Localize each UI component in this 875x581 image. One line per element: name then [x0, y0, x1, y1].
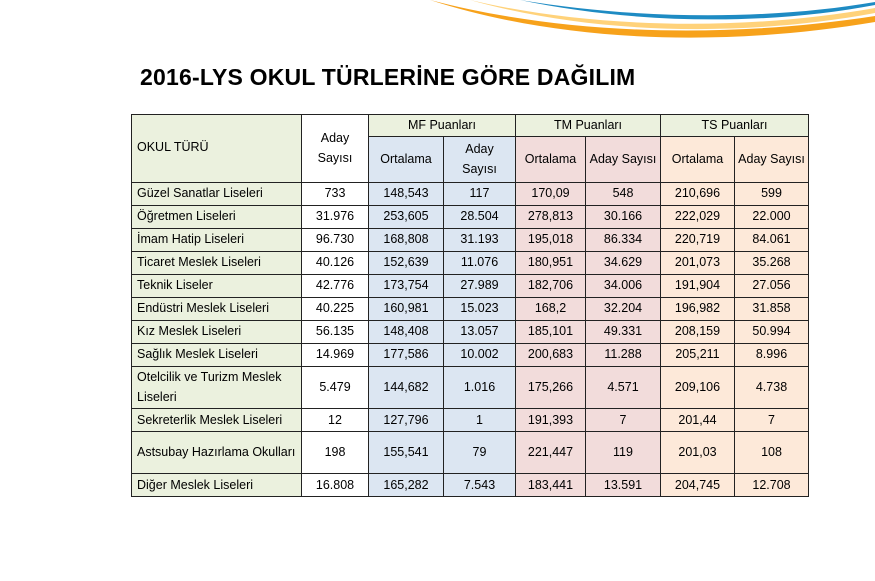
row-tm-aday: 548 [586, 182, 661, 205]
row-mf-ortalama: 144,682 [369, 366, 444, 408]
row-tm-aday: 34.629 [586, 251, 661, 274]
row-ts-aday: 27.056 [735, 274, 809, 297]
row-mf-aday: 15.023 [444, 297, 516, 320]
row-aday-sayisi: 198 [302, 431, 369, 473]
table-row [132, 408, 809, 431]
row-tm-ortalama: 170,09 [516, 182, 586, 205]
header-okul-turu: OKUL TÜRÜ [132, 115, 302, 183]
row-mf-ortalama: 148,543 [369, 182, 444, 205]
header-mf-puanlari: MF Puanları [369, 115, 516, 137]
row-aday-sayisi: 14.969 [302, 343, 369, 366]
row-aday-sayisi: 31.976 [302, 205, 369, 228]
row-mf-ortalama: 173,754 [369, 274, 444, 297]
row-mf-aday: 1.016 [444, 366, 516, 408]
row-tm-aday: 32.204 [586, 297, 661, 320]
row-mf-aday: 13.057 [444, 320, 516, 343]
row-tm-ortalama: 168,2 [516, 297, 586, 320]
row-mf-ortalama: 253,605 [369, 205, 444, 228]
row-tm-ortalama: 200,683 [516, 343, 586, 366]
table-row [132, 297, 809, 320]
row-aday-sayisi: 5.479 [302, 366, 369, 408]
row-ts-aday: 599 [735, 182, 809, 205]
row-tm-aday: 34.006 [586, 274, 661, 297]
row-mf-ortalama: 155,541 [369, 431, 444, 473]
row-tm-ortalama: 185,101 [516, 320, 586, 343]
header-ts-ortalama: Ortalama [661, 136, 735, 182]
row-ts-aday: 12.708 [735, 473, 809, 496]
row-mf-aday: 27.989 [444, 274, 516, 297]
row-ts-aday: 108 [735, 431, 809, 473]
row-aday-sayisi: 733 [302, 182, 369, 205]
table-row [132, 366, 809, 408]
row-tm-ortalama: 278,813 [516, 205, 586, 228]
row-ts-ortalama: 222,029 [661, 205, 735, 228]
header-tm-ortalama: Ortalama [516, 136, 586, 182]
row-mf-aday: 11.076 [444, 251, 516, 274]
row-name: Sağlık Meslek Liseleri [132, 343, 302, 366]
table-row [132, 205, 809, 228]
table-row [132, 274, 809, 297]
row-mf-ortalama: 160,981 [369, 297, 444, 320]
row-aday-sayisi: 42.776 [302, 274, 369, 297]
header-aday-sayisi: Aday Sayısı [302, 115, 369, 183]
row-name: Ticaret Meslek Liseleri [132, 251, 302, 274]
header-ts-aday: Aday Sayısı [735, 136, 809, 182]
row-tm-aday: 4.571 [586, 366, 661, 408]
row-tm-aday: 49.331 [586, 320, 661, 343]
header-ts-puanlari: TS Puanları [661, 115, 809, 137]
row-tm-aday: 119 [586, 431, 661, 473]
header-mf-aday: Aday Sayısı [444, 136, 516, 182]
table-row [132, 431, 809, 473]
row-mf-aday: 10.002 [444, 343, 516, 366]
row-ts-aday: 35.268 [735, 251, 809, 274]
row-aday-sayisi: 16.808 [302, 473, 369, 496]
row-ts-aday: 4.738 [735, 366, 809, 408]
row-tm-aday: 7 [586, 408, 661, 431]
row-aday-sayisi: 96.730 [302, 228, 369, 251]
header-tm-aday: Aday Sayısı [586, 136, 661, 182]
row-mf-ortalama: 148,408 [369, 320, 444, 343]
row-ts-ortalama: 201,44 [661, 408, 735, 431]
header-tm-puanlari: TM Puanları [516, 115, 661, 137]
row-mf-ortalama: 177,586 [369, 343, 444, 366]
row-ts-aday: 8.996 [735, 343, 809, 366]
row-name: Öğretmen Liseleri [132, 205, 302, 228]
row-mf-ortalama: 152,639 [369, 251, 444, 274]
row-aday-sayisi: 40.126 [302, 251, 369, 274]
row-name: Kız Meslek Liseleri [132, 320, 302, 343]
page-title: 2016-LYS OKUL TÜRLERİNE GÖRE DAĞILIM [140, 64, 636, 90]
row-mf-ortalama: 127,796 [369, 408, 444, 431]
row-mf-aday: 28.504 [444, 205, 516, 228]
row-ts-aday: 7 [735, 408, 809, 431]
distribution-table [131, 114, 809, 497]
row-tm-ortalama: 221,447 [516, 431, 586, 473]
row-tm-ortalama: 175,266 [516, 366, 586, 408]
row-mf-aday: 1 [444, 408, 516, 431]
row-tm-aday: 30.166 [586, 205, 661, 228]
row-tm-ortalama: 182,706 [516, 274, 586, 297]
table-row [132, 182, 809, 205]
row-mf-aday: 117 [444, 182, 516, 205]
header-mf-ortalama: Ortalama [369, 136, 444, 182]
row-ts-ortalama: 209,106 [661, 366, 735, 408]
row-name: Güzel Sanatlar Liseleri [132, 182, 302, 205]
row-name: Otelcilik ve Turizm Meslek Liseleri [132, 366, 302, 408]
table-row [132, 251, 809, 274]
row-aday-sayisi: 40.225 [302, 297, 369, 320]
row-mf-ortalama: 165,282 [369, 473, 444, 496]
row-tm-ortalama: 191,393 [516, 408, 586, 431]
row-name: Teknik Liseler [132, 274, 302, 297]
row-tm-ortalama: 183,441 [516, 473, 586, 496]
row-tm-ortalama: 195,018 [516, 228, 586, 251]
row-ts-ortalama: 196,982 [661, 297, 735, 320]
row-ts-ortalama: 210,696 [661, 182, 735, 205]
row-name: İmam Hatip Liseleri [132, 228, 302, 251]
row-aday-sayisi: 56.135 [302, 320, 369, 343]
row-ts-aday: 22.000 [735, 205, 809, 228]
row-aday-sayisi: 12 [302, 408, 369, 431]
row-tm-aday: 86.334 [586, 228, 661, 251]
row-tm-ortalama: 180,951 [516, 251, 586, 274]
decorative-swoosh [0, 0, 875, 60]
row-mf-aday: 7.543 [444, 473, 516, 496]
table-row [132, 228, 809, 251]
row-ts-ortalama: 208,159 [661, 320, 735, 343]
row-ts-ortalama: 201,03 [661, 431, 735, 473]
row-name: Endüstri Meslek Liseleri [132, 297, 302, 320]
row-ts-aday: 50.994 [735, 320, 809, 343]
row-ts-ortalama: 220,719 [661, 228, 735, 251]
row-name: Diğer Meslek Liseleri [132, 473, 302, 496]
row-name: Astsubay Hazırlama Okulları [132, 431, 302, 473]
row-ts-ortalama: 205,211 [661, 343, 735, 366]
row-ts-ortalama: 204,745 [661, 473, 735, 496]
row-name: Sekreterlik Meslek Liseleri [132, 408, 302, 431]
table-row [132, 343, 809, 366]
row-tm-aday: 11.288 [586, 343, 661, 366]
row-ts-ortalama: 201,073 [661, 251, 735, 274]
table-row [132, 473, 809, 496]
row-mf-ortalama: 168,808 [369, 228, 444, 251]
row-ts-aday: 84.061 [735, 228, 809, 251]
row-mf-aday: 31.193 [444, 228, 516, 251]
table-row [132, 320, 809, 343]
row-ts-ortalama: 191,904 [661, 274, 735, 297]
row-ts-aday: 31.858 [735, 297, 809, 320]
row-mf-aday: 79 [444, 431, 516, 473]
row-tm-aday: 13.591 [586, 473, 661, 496]
